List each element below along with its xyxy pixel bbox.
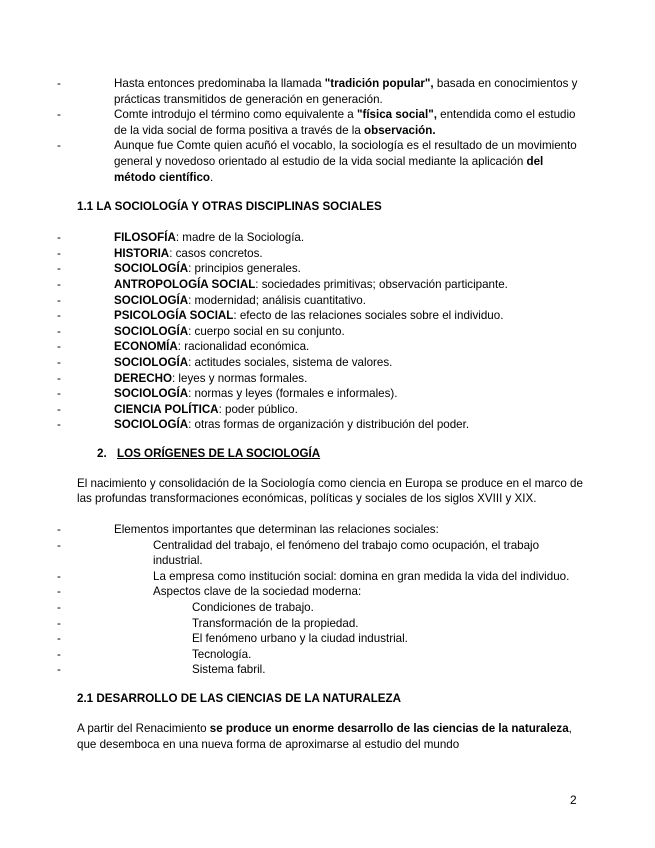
intro-item — [77, 138, 587, 185]
discipline-item — [77, 339, 587, 355]
bold-text: "física social", — [356, 108, 437, 122]
discipline-item — [77, 371, 587, 387]
discipline-term: ECONOMÍA — [114, 340, 178, 354]
natural-sciences-paragraph — [77, 721, 587, 752]
discipline-term: SOCIOLOGÍA — [114, 262, 189, 276]
discipline-desc: : actitudes sociales, sistema de valores. — [188, 355, 393, 369]
intro-list — [77, 76, 587, 185]
discipline-item — [77, 355, 587, 371]
discipline-desc: : modernidad; análisis cuantitativo. — [188, 293, 366, 307]
discipline-desc: : principios generales. — [188, 262, 301, 276]
bold-text: se produce un enorme desarrollo de las ciencias de la naturaleza — [209, 722, 569, 735]
section-heading-2 — [77, 446, 587, 462]
discipline-desc: : sociedades primitivas; observación participante. — [255, 277, 508, 291]
discipline-term: SOCIOLOGÍA — [114, 293, 189, 307]
text: Hasta entonces predominaba la llamada — [114, 77, 325, 90]
text: Comte introdujo el término como equivalente a — [114, 108, 357, 122]
discipline-term: SOCIOLOGÍA — [114, 387, 189, 401]
intro-item — [77, 76, 587, 107]
bold-text: "tradición popular", — [324, 77, 434, 90]
origins-subsubitem: - Transformación de la propiedad. — [77, 616, 587, 632]
page-number: 2 — [570, 793, 577, 807]
discipline-term: FILOSOFÍA — [114, 231, 176, 245]
bold-text: observación. — [364, 123, 436, 137]
discipline-item — [77, 324, 587, 340]
discipline-item — [77, 308, 587, 324]
discipline-item — [77, 230, 587, 246]
origins-subitem: - Aspectos clave de la sociedad moderna: — [77, 584, 587, 600]
discipline-term: SOCIOLOGÍA — [114, 355, 189, 369]
discipline-desc: : leyes y normas formales. — [171, 371, 308, 385]
disciplines-list — [77, 230, 587, 433]
text: Aunque fue Comte quien acuñó el vocablo, la sociología es el resultado de un movimiento general y novedoso orientado al estudio de la vida social mediante la aplicación — [114, 139, 577, 168]
origins-subsubitem: - Condiciones de trabajo. — [77, 600, 587, 616]
discipline-item — [77, 386, 587, 402]
text: . — [209, 170, 214, 184]
origins-subsubitem: - Sistema fabril. — [77, 662, 587, 678]
section-title: LOS ORÍGENES DE LA SOCIOLOGÍA — [117, 446, 321, 460]
origins-subsubitem: - Tecnología. — [77, 647, 587, 663]
intro-item — [77, 107, 587, 138]
discipline-item — [77, 246, 587, 262]
discipline-item — [77, 402, 587, 418]
discipline-term: CIENCIA POLÍTICA — [114, 402, 219, 416]
discipline-term: SOCIOLOGÍA — [114, 324, 189, 338]
text: basada en conocimientos y prácticas transmitidos de generación en generación. — [114, 77, 578, 106]
origins-paragraph: El nacimiento y consolidación de la Sociología como ciencia en Europa se produce en el marco de las profundas transformaciones económicas, políticas y sociales de los siglos XVIII y XIX. — [77, 476, 583, 506]
origins-subitem: - Centralidad del trabajo, el fenómeno del trabajo como ocupación, el trabajo industrial. — [77, 538, 587, 569]
discipline-item — [77, 417, 587, 433]
bold-text: del método científico — [114, 154, 544, 184]
discipline-desc: : efecto de las relaciones sociales sobre el individuo. — [233, 309, 504, 323]
page-content — [77, 76, 587, 752]
discipline-term: SOCIOLOGÍA — [114, 418, 189, 432]
text: , que desemboca en una nueva forma de aproximarse al estudio del mundo — [77, 722, 572, 751]
text: entendida como el estudio de la vida social de forma positiva a través de la — [114, 108, 576, 137]
origins-subitem: - La empresa como institución social: domina en gran medida la vida del individuo. — [77, 569, 587, 585]
discipline-desc: : madre de la Sociología. — [175, 231, 305, 245]
section-heading-2-1: 2.1 DESARROLLO DE LAS CIENCIAS DE LA NATURALEZA — [77, 692, 401, 705]
origins-item: - Elementos importantes que determinan las relaciones sociales: — [77, 522, 587, 538]
discipline-desc: : racionalidad económica. — [177, 340, 310, 354]
discipline-desc: : casos concretos. — [169, 246, 263, 260]
discipline-desc: : normas y leyes (formales e informales). — [188, 387, 398, 401]
origins-subsubitem: - El fenómeno urbano y la ciudad industrial. — [77, 631, 587, 647]
origins-list — [77, 522, 587, 678]
discipline-desc: : cuerpo social en su conjunto. — [188, 324, 345, 338]
discipline-item — [77, 293, 587, 309]
discipline-term: PSICOLOGÍA SOCIAL — [114, 309, 234, 323]
text: A partir del Renacimiento — [77, 722, 210, 735]
discipline-item — [77, 261, 587, 277]
discipline-item — [77, 277, 587, 293]
section-number: 2. — [97, 446, 107, 460]
discipline-desc: : poder público. — [218, 402, 298, 416]
discipline-term: HISTORIA — [114, 246, 170, 260]
discipline-term: ANTROPOLOGÍA SOCIAL — [114, 277, 256, 291]
discipline-desc: : otras formas de organización y distribución del poder. — [188, 418, 470, 432]
section-heading-1-1: 1.1 LA SOCIOLOGÍA Y OTRAS DISCIPLINAS SOCIALES — [77, 200, 382, 214]
discipline-term: DERECHO — [114, 371, 172, 385]
